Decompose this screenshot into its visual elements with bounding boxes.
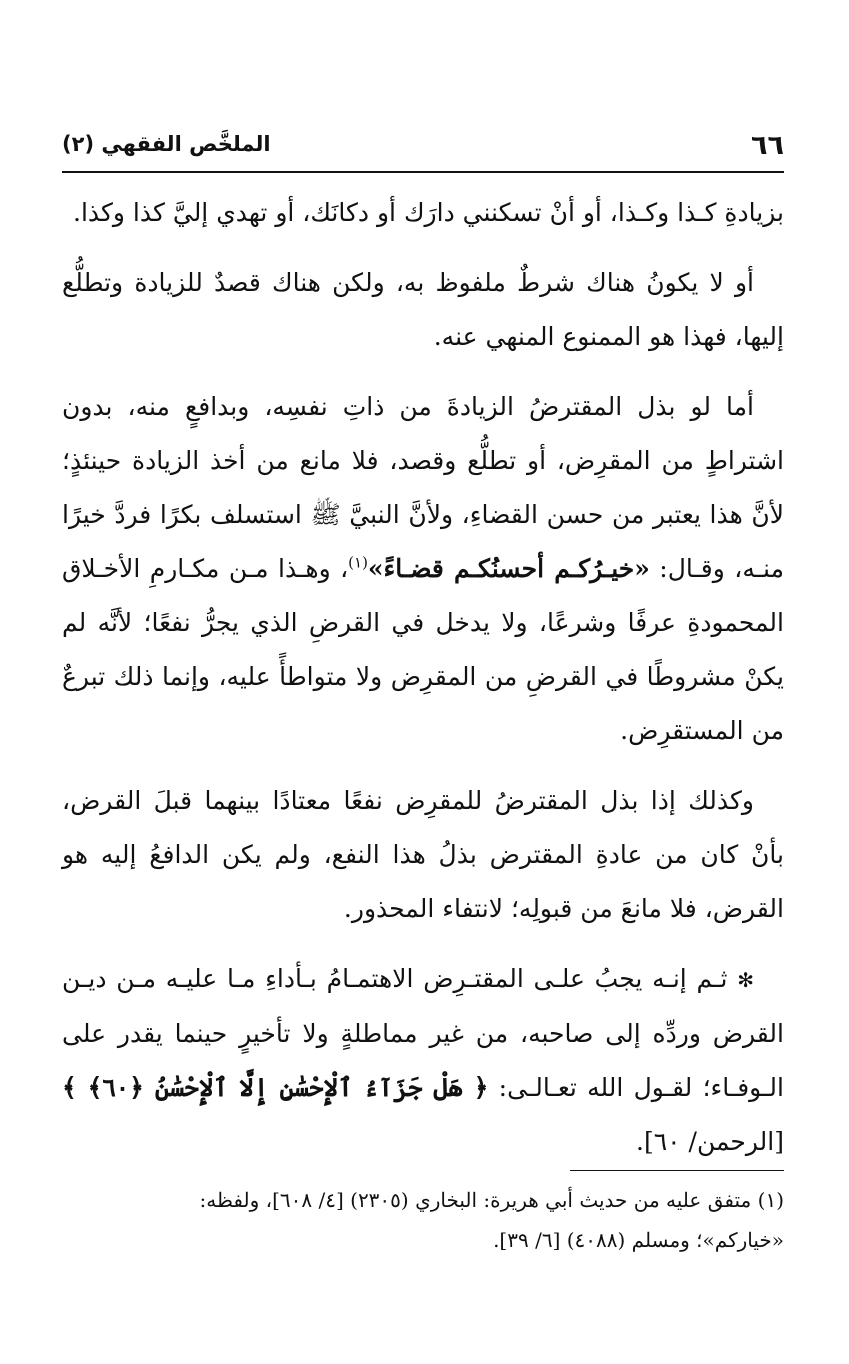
paragraph-5 [62,952,784,1169]
page-header [62,128,784,166]
main-text [62,186,784,1185]
paragraph-3 [62,380,784,758]
footnote-divider [570,1170,784,1171]
paragraph-4: وكذلك إذا بذل المقترضُ للمقرِض نفعًا معتادًا بينهما قبلَ القرض، بأنْ كان من عادةِ المقترض بذلُ هذا النفع، ولم يكن الدافعُ إليه هو القرض، فلا مانعَ من قبولِه؛ لانتفاء المحذور. [62,786,784,923]
running-title: الملخَّص الفقهي (٢) [62,132,271,156]
paragraph-5-text-a: ثـم إنـه يجبُ علـى المقتـرِض الاهتمـامُ بـأداءِ مـا عليـه مـن ديـن القرض وردِّه إلى صاحبه، من غير مماطلةٍ ولا تأخيرٍ حينما يقدر على الـوفـاء؛ لقـول الله تعـالـى: [62,964,784,1102]
header-divider [62,171,784,173]
paragraph-3-text-a: أما لو بذل المقترضُ الزيادةَ من ذاتِ نفسِه، وبدافعٍ منه، بدون اشتراطٍ من المقرِض، أو تطلُّع وقصد، فلا مانع من أخذ الزيادة حينئذٍ؛ لأنَّ هذا يعتبر من حسن القضاءِ، ولأنَّ النبيَّ ﷺ استسلف بكرًا فردَّ خيرًا منـه، وقـال: [62,392,784,583]
verse-citation: [الرحمن/ ٦٠]. [636,1127,784,1156]
paragraph-3-text-b: ، وهـذا مـن مكـارمِ الأخـلاق المحمودةِ عرفًا وشرعًا، ولا يدخل في القرضِ الذي يجرُّ نفعًا؛ لأنَّه لم يكنْ مشروطًا في القرضِ من المقرِض ولا متواطأً عليه، وإنما ذلك تبرعٌ من المستقرِض. [62,554,784,745]
paragraph-1: بزيادةِ كـذا وكـذا، أو أنْ تسكنني دارَك أو دكانَك، أو تهدي إليَّ كذا وكذا. [73,198,784,227]
quran-verse: ﴿ هَلْ جَزَآءُ ٱلْإِحْسَٰنِ إِلَّا ٱلْإِحْسَٰنُ ﴿٦٠﴾ ﴾ [62,1073,489,1102]
asterisk-icon: ✻ [737,968,754,992]
paragraph-2: أو لا يكونُ هناك شرطٌ ملفوظ به، ولكن هناك قصدٌ للزيادة وتطلُّع إليها، فهذا هو الممنوع المنهي عنه. [62,268,784,351]
footnote-1-line-2: «خياركم»؛ ومسلم (٤٠٨٨) [٦/ ٣٩]. [493,1228,784,1252]
footnotes [62,1180,784,1260]
footnote-1-line-1: (١) متفق عليه من حديث أبي هريرة: البخاري (٢٣٠٥) [٤/ ٦٠٨]، ولفظه: [199,1188,784,1212]
footnote-reference: (١) [348,553,368,572]
page-number: ٦٦ [751,130,784,161]
hadith-quote: «خيـرُكـم أحسنُكـم قضـاءً» [367,554,650,583]
